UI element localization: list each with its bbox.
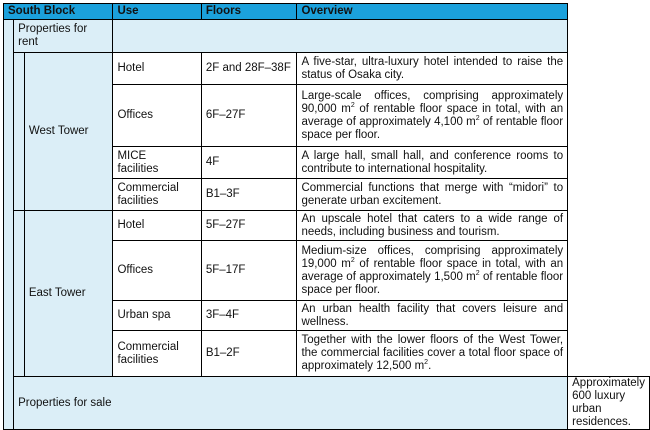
properties-for-sale-row — [4, 377, 650, 430]
overview-cell: Medium-size offices, comprising approximately 19,000 $m^2$ of rentable floor space in total, with an average of approximately 1,500 $m^2$ of rentable floor space per floor. — [297, 241, 568, 301]
use-cell: Hotel — [113, 211, 201, 241]
floors-cell: 5F–17F — [201, 241, 297, 301]
floors-cell: B1–3F — [201, 179, 297, 211]
properties-for-sale-label: Properties for sale — [14, 377, 568, 430]
overview-cell: A five-star, ultra-luxury hotel intended to raise the status of Osaka city. — [297, 53, 568, 85]
use-cell: Commercial facilities — [113, 179, 201, 211]
use-cell: Offices — [113, 85, 201, 147]
east-indent — [14, 211, 25, 377]
floors-cell: B1–2F — [201, 331, 297, 377]
floors-cell: 3F–4F — [201, 301, 297, 331]
overview-cell: A large hall, small hall, and conference rooms to contribute to international hospitality. — [297, 147, 568, 179]
header-south-block: South Block — [4, 4, 113, 20]
use-cell: MICE facilities — [113, 147, 201, 179]
properties-for-sale-overview: Approximately 600 luxury urban residences. — [568, 377, 650, 430]
properties-for-rent-label: Properties for rent — [14, 20, 113, 53]
overview-cell: Large-scale offices, comprising approximately 90,000 $m^2$ of rentable floor space in total, with an average of approximately 4,100 $m^2$ of rentable floor space per floor. — [297, 85, 568, 147]
overview-cell: Commercial functions that merge with “midori” to generate urban excitement. — [297, 179, 568, 211]
east-tower-label: East Tower — [24, 211, 113, 377]
properties-for-rent-fill — [113, 20, 568, 53]
floors-cell: 5F–27F — [201, 211, 297, 241]
header-overview: Overview — [297, 4, 568, 20]
use-cell: Commercial facilities — [113, 331, 201, 377]
south-block-table — [3, 3, 650, 430]
floors-cell: 6F–27F — [201, 85, 297, 147]
use-cell: Urban spa — [113, 301, 201, 331]
west-indent — [14, 53, 25, 211]
header-row — [4, 4, 650, 20]
outer-indent — [4, 20, 14, 430]
overview-cell: An upscale hotel that caters to a wide range of needs, including business and tourism. — [297, 211, 568, 241]
use-cell: Hotel — [113, 53, 201, 85]
floors-cell: 4F — [201, 147, 297, 179]
overview-cell: Together with the lower floors of the West Tower, the commercial facilities cover a total floor space of approximately 12,500 $m^2$. — [297, 331, 568, 377]
table-row — [4, 211, 650, 241]
west-tower-label: West Tower — [24, 53, 113, 211]
table-row — [4, 53, 650, 85]
header-use: Use — [113, 4, 201, 20]
use-cell: Offices — [113, 241, 201, 301]
overview-cell: An urban health facility that covers leisure and wellness. — [297, 301, 568, 331]
header-floors: Floors — [201, 4, 297, 20]
floors-cell: 2F and 28F–38F — [201, 53, 297, 85]
properties-for-rent-row — [4, 20, 650, 53]
